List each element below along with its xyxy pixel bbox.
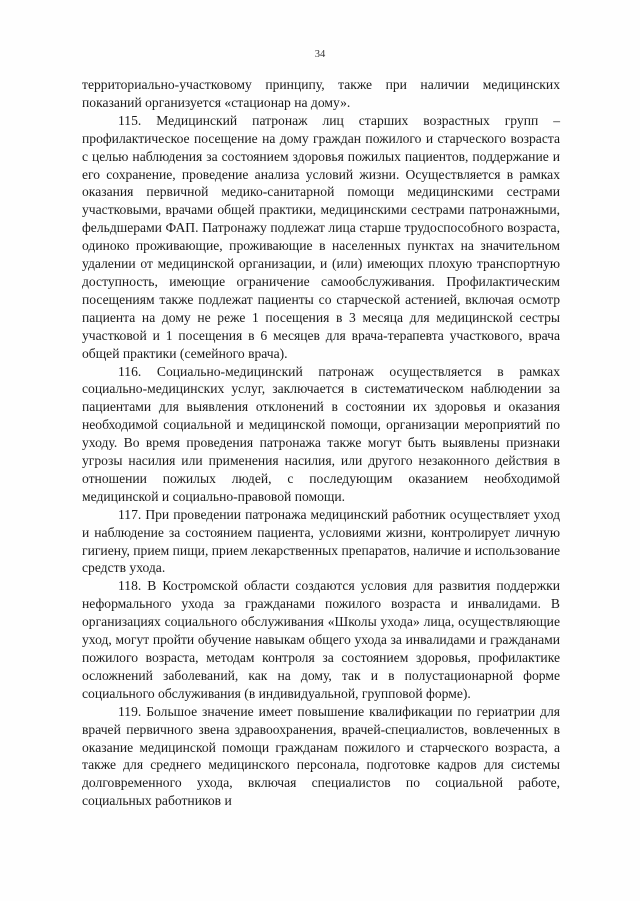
paragraph-118: 118. В Костромской области создаются условия для развития поддержки неформального ухода за гражданами пожилого возраста и инвалидами. В организациях социального обслуживания «Школы ухода» лица, осуществляющие уход, могут пройти обучение навыкам общего ухода за инвалидами и гражданами пожилого возраста, методам контроля за состоянием здоровья, профилактике осложнений заболеваний, как на дому, так и в полустационарной форме социального обслуживания (в индивидуальной, групповой форме). [82,578,560,701]
paragraph-115: 115. Медицинский патронаж лиц старших возрастных групп – профилактическое посещение на дому граждан пожилого и старческого возраста с целью наблюдения за состоянием здоровья пожилых пациентов, поддержание и его сохранение, проведение анализа условий жизни. Осуществляется в рамках оказания первичной медико-санитарной помощи медицинскими сестрами участковыми, врачами общей практики, медицинскими сестрами патронажными, фельдшерами ФАП. Патронажу подлежат лица старше трудоспособного возраста, одиноко проживающие, проживающие в населенных пунктах на значительном удалении от медицинской организации, и (или) имеющих плохую транспортную доступность, имеющие ограничение самообслуживания. Профилактическим посещениям также подлежат пациенты со старческой астенией, включая осмотр пациента на дому не реже 1 посещения в 3 месяца для медицинской сестры участковой и 1 посещения в 6 месяцев для врача-терапевта участкового, врача общей практики (семейного врача). [82,112,560,361]
page-number: 34 [314,49,326,60]
paragraph-continuation: территориально-участковому принципу, также при наличии медицинских показаний организуется «стационар на дому». [82,77,560,110]
document-body [82,76,560,810]
paragraph-117: 117. При проведении патронажа медицинский работник осуществляет уход и наблюдение за состоянием пациента, условиями жизни, контролирует личную гигиену, прием пищи, прием лекарственных препаратов, наличие и использование средств ухода. [82,506,560,576]
paragraph-119: 119. Большое значение имеет повышение квалификации по гериатрии для врачей первичного звена здравоохранения, врачей-специалистов, вовлеченных в оказание медицинской помощи гражданам пожилого и старческого возраста, а также для среднего медицинского персонала, подготовке кадров для системы долговременного ухода, включая специалистов по социальной работе, социальных работников и [82,703,560,809]
paragraph-116: 116. Социально-медицинский патронаж осуществляется в рамках социально-медицинских услуг, заключается в систематическом наблюдении за пациентами для выявления отклонений в состоянии их здоровья и оказания необходимой социальной и медицинской помощи, организации мероприятий по уходу. Во время проведения патронажа также могут быть выявлены признаки угрозы насилия или применения насилия, или другого незаконного действия в отношении пожилых людей, с последующим оказанием необходимой медицинской и социально-правовой помощи. [82,363,560,504]
